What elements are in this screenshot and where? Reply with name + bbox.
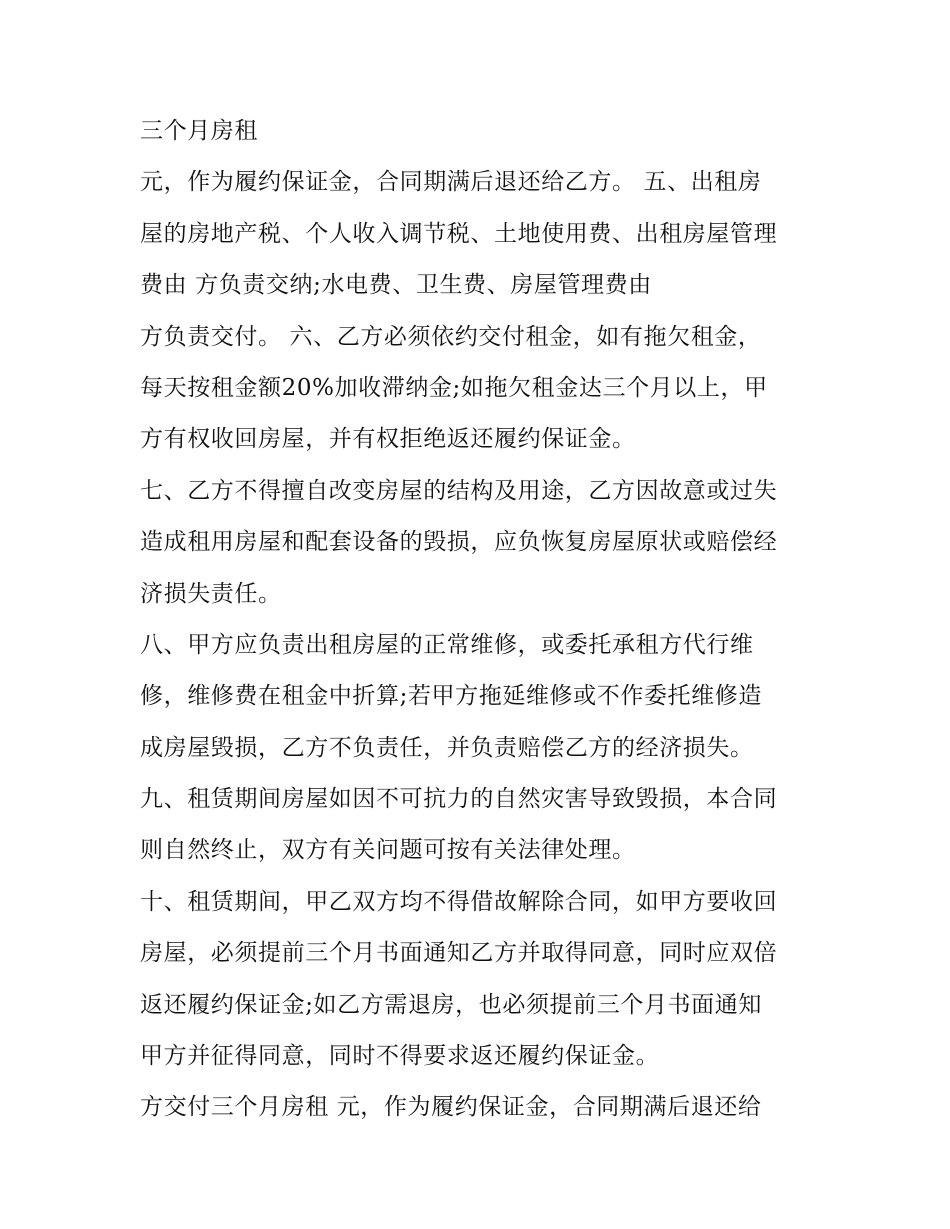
- text-line: 返还履约保证金;如乙方需退房，也必须提前三个月书面通知: [140, 991, 762, 1018]
- text-line: 九、租赁期间房屋如因不可抗力的自然灾害导致毁损，本合同: [140, 786, 778, 813]
- text-line: 房屋，必须提前三个月书面通知乙方并取得同意，同时应双倍: [140, 940, 778, 967]
- contract-text: [140, 106, 830, 1134]
- text-line: 济损失责任。: [140, 580, 282, 607]
- text-line: 费由 方负责交纳;水电费、卫生费、房屋管理费由: [140, 272, 652, 299]
- text-line: 方交付三个月房租 元，作为履约保证金，合同期满后退还给: [140, 1094, 762, 1121]
- text-line: 修，维修费在租金中折算;若甲方拖延维修或不作委托维修造: [140, 683, 762, 710]
- text-line: 甲方并征得同意，同时不得要求返还履约保证金。: [140, 1043, 660, 1070]
- text-line: 七、乙方不得擅自改变房屋的结构及用途，乙方因故意或过失: [140, 477, 778, 504]
- text-line: 屋的房地产税、个人收入调节税、土地使用费、出租房屋管理: [140, 220, 778, 247]
- text-line: 方有权收回房屋，并有权拒绝返还履约保证金。: [140, 426, 636, 453]
- text-line: 成房屋毁损，乙方不负责任，并负责赔偿乙方的经济损失。: [140, 734, 754, 761]
- text-line: 三个月房租: [140, 118, 258, 144]
- text-line: 八、甲方应负责出租房屋的正常维修，或委托承租方代行维: [140, 631, 754, 658]
- text-line: 十、租赁期间，甲乙双方均不得借故解除合同，如甲方要收回: [140, 888, 778, 915]
- text-line: 造成租用房屋和配套设备的毁损，应负恢复房屋原状或赔偿经: [140, 529, 778, 556]
- text-line: 方负责交付。 六、乙方必须依约交付租金，如有拖欠租金，: [140, 323, 762, 350]
- text-line: 每天按租金额20%加收滞纳金;如拖欠租金达三个月以上，甲: [140, 374, 768, 401]
- text-line: 则自然终止，双方有关问题可按有关法律处理。: [140, 837, 636, 864]
- text-line: 元，作为履约保证金，合同期满后退还给乙方。 五、出租房: [140, 169, 762, 196]
